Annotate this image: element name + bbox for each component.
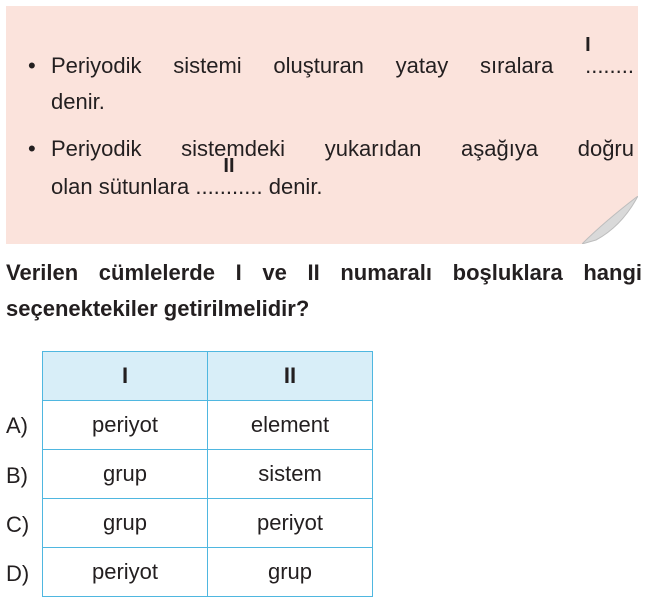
option-a-cell-ii: element — [208, 401, 373, 450]
option-row-b[interactable] — [43, 450, 373, 499]
bullet-2-end: denir. — [268, 174, 323, 199]
option-d-cell-i: periyot — [43, 548, 208, 597]
question-text — [6, 255, 642, 327]
info-note-box — [6, 6, 638, 244]
bullet-2-text-cont: olan sütunlara — [51, 174, 190, 199]
blank-2 — [195, 155, 263, 205]
option-letter-d[interactable]: D) — [6, 561, 30, 586]
option-row-d[interactable] — [43, 548, 373, 597]
option-c-cell-ii: periyot — [208, 499, 373, 548]
option-b-cell-i: grup — [43, 450, 208, 499]
option-b-cell-ii: sistem — [208, 450, 373, 499]
option-a-cell-i: periyot — [43, 401, 208, 450]
column-header-i: I — [43, 352, 208, 401]
blank-1 — [585, 34, 634, 84]
blank-2-mark: II — [223, 155, 235, 177]
bullet-dot: • — [28, 136, 36, 161]
blank-2-dots: ........... — [195, 174, 263, 199]
bullet-1-text: Periyodik sistemi oluşturan yatay sıralara — [51, 53, 554, 78]
option-d-cell-ii: grup — [208, 548, 373, 597]
table-header-row — [43, 352, 373, 401]
page-curl-icon — [582, 196, 638, 244]
option-letter-c[interactable]: C) — [6, 512, 30, 537]
bullet-1-end: denir. — [51, 89, 105, 114]
option-c-cell-i: grup — [43, 499, 208, 548]
option-row-a[interactable] — [43, 401, 373, 450]
bullet-2-text: Periyodik sistemdeki yukarıdan aşağıya doğru — [51, 136, 634, 161]
question-line-2: seçenektekiler getirilmelidir? — [6, 296, 310, 321]
column-header-ii: II — [208, 352, 373, 401]
blank-1-mark: I — [585, 34, 591, 56]
option-row-c[interactable] — [43, 499, 373, 548]
question-line-1: Verilen cümlelerde I ve II numaralı boşluklara hangi — [6, 260, 642, 285]
option-letter-b[interactable]: B) — [6, 463, 28, 488]
options-table — [42, 351, 373, 597]
bullet-dot: • — [28, 53, 36, 78]
option-letter-a[interactable]: A) — [6, 413, 28, 438]
blank-1-dots: ........ — [585, 53, 634, 78]
